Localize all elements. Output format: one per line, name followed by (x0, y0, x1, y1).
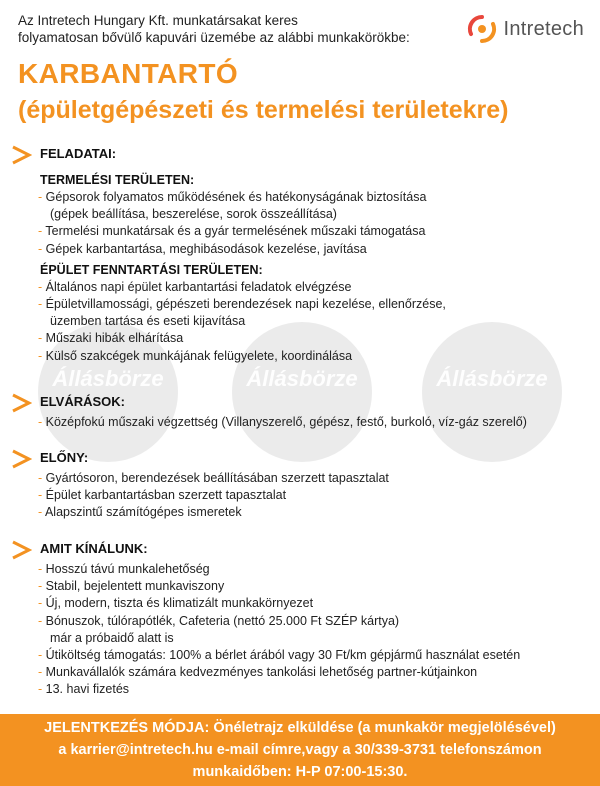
intretech-logo-icon (467, 14, 497, 44)
termelesi-list (0, 189, 600, 258)
section-elony (0, 450, 600, 522)
footer-line-2: a karrier@intretech.hu e-mail címre,vagy a 30/339-3731 telefonszámon (58, 742, 542, 758)
company-logo (467, 14, 584, 44)
watermark-text: Állásbörze (436, 366, 548, 391)
list-item: - Épület karbantartásban szerzett tapasztalat (38, 487, 600, 504)
elony-list (0, 470, 600, 522)
epulet-list (0, 279, 600, 365)
list-item: - Stabil, bejelentett munkaviszony (38, 578, 600, 595)
list-item: - Középfokú műszaki végzettség (Villanyszerelő, gépész, festő, burkoló, víz-gáz szerelő) (38, 414, 600, 431)
list-item: - Gépek karbantartása, meghibásodások kezelése, javítása (38, 241, 600, 258)
list-item: - Műszaki hibák elhárítása (38, 330, 600, 347)
list-item: - Hosszú távú munkalehetőség (38, 561, 600, 578)
section-elvarasok (0, 394, 600, 431)
list-item: - Épületvillamossági, gépészeti berendezések napi kezelése, ellenőrzése, (38, 296, 600, 313)
logo-text: Intretech (503, 17, 584, 40)
chevron-right-icon (10, 144, 32, 166)
chevron-right-icon (10, 539, 32, 561)
chevron-right-icon (10, 392, 32, 414)
section-title: AMIT KÍNÁLUNK: (40, 541, 148, 556)
list-item-continuation: üzemben tartása és eseti kijavítása (50, 314, 246, 329)
section-title: FELADATAI: (40, 146, 117, 161)
list-item: - Termelési munkatársak és a gyár termelésének műszaki támogatása (38, 223, 600, 240)
list-item: - Új, modern, tiszta és klimatizált munkakörnyezet (38, 595, 600, 612)
watermark-text: Állásbörze (52, 366, 164, 391)
chevron-right-icon (10, 448, 32, 470)
list-item: - Bónuszok, túlórapótlék, Cafeteria (nettó 25.000 Ft SZÉP kártya) (38, 613, 600, 630)
intro-line-2: folyamatosan bővülő kapuvári üzemébe az alábbi munkakörökbe: (18, 30, 410, 45)
watermark-text: Állásbörze (246, 366, 358, 391)
elvarasok-list (0, 414, 600, 431)
list-item: - 13. havi fizetés (38, 681, 600, 698)
list-item: - Útiköltség támogatás: 100% a bérlet árából vagy 30 Ft/km gépjármű használat esetén (38, 647, 600, 664)
section-title: ELŐNY: (40, 450, 89, 465)
list-item-continuation: már a próbaidő alatt is (50, 630, 174, 645)
kinalunk-list (0, 561, 600, 699)
list-item: - Általános napi épület karbantartási feladatok elvégzése (38, 279, 600, 296)
section-feladatai (0, 146, 600, 365)
section-title: ELVÁRÁSOK: (40, 394, 125, 409)
subheading-epulet: ÉPÜLET FENNTARTÁSI TERÜLETEN: (40, 262, 263, 277)
footer-line-1: JELENTKEZÉS MÓDJA: Önéletrajz elküldése (a munkakör megjelölésével) (44, 720, 556, 736)
list-item: - Munkavállalók számára kedvezményes tankolási lehetőség partner-kútjainkon (38, 664, 600, 681)
section-kinalunk (0, 541, 600, 699)
job-title: KARBANTARTÓ (18, 58, 239, 89)
list-item: - Gyártósoron, berendezések beállításában szerzett tapasztalat (38, 470, 600, 487)
list-item: - Gépsorok folyamatos működésének és hatékonyságának biztosítása (38, 189, 600, 206)
list-item: - Külső szakcégek munkájának felügyelete, koordinálása (38, 348, 600, 365)
job-subtitle: (épületgépészeti és termelési területekre) (18, 96, 509, 124)
list-item: - Alapszintű számítógépes ismeretek (38, 504, 600, 521)
application-footer (0, 714, 600, 786)
subheading-termelesi: TERMELÉSI TERÜLETEN: (40, 173, 195, 187)
intro-text (18, 12, 458, 46)
intro-line-1: Az Intretech Hungary Kft. munkatársakat keres (18, 13, 298, 28)
list-item-continuation: (gépek beállítása, beszerelése, sorok összeállítása) (50, 207, 337, 222)
footer-line-3: munkaidőben: H-P 07:00-15:30. (192, 764, 408, 780)
